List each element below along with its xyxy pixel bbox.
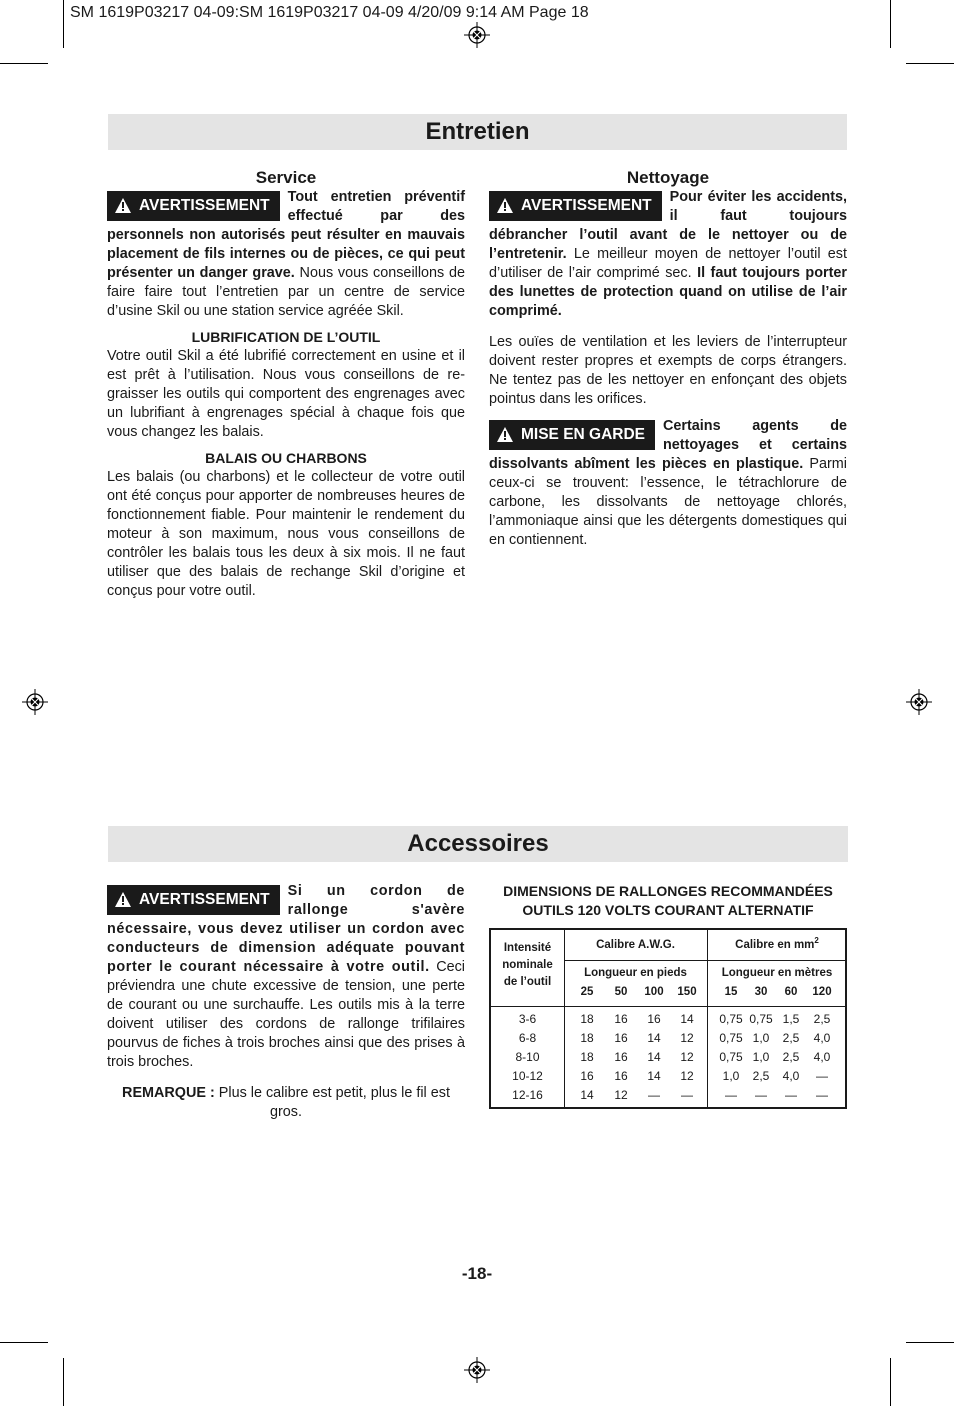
mm-cell: — [816, 1069, 828, 1083]
amps-cell: 10-12 [512, 1069, 543, 1083]
mm-cell: 2,5 [782, 1050, 800, 1064]
mm-cell: 2,5 [813, 1012, 831, 1026]
mm-cell: 2,5 [782, 1031, 800, 1045]
lubrification-heading: LUBRIFICATION DE L’OUTIL [191, 329, 381, 345]
accessoires-text: Ceci préviendra une chute excessive de tension, une perte de courant ou une surchauffe. Les outils mis à la terre doivent utiliser des cordons de rallonge trifilaires pourvus de fiches à trois broches ainsi que des prises à trois broches. [107, 959, 465, 1070]
awg-cell: 18 [580, 1012, 594, 1026]
table-title-line1: DIMENSIONS DE RALLONGES RECOMMANDÉES [503, 883, 833, 899]
amps-cell: 8-10 [515, 1050, 540, 1064]
crop-mark [890, 0, 891, 48]
crop-mark [63, 1358, 64, 1406]
col-header-mm-sup: 2 [814, 936, 819, 945]
crop-mark [906, 1342, 954, 1343]
feet-length-header: 150 [677, 986, 697, 998]
service-column [107, 168, 465, 601]
awg-cell: 12 [614, 1088, 628, 1102]
col-header-line: nominale [502, 959, 553, 971]
mm-cell: 0,75 [719, 1031, 743, 1045]
awg-cell: 14 [580, 1088, 594, 1102]
mm-cell: 4,0 [813, 1050, 831, 1064]
lubrification-text: Votre outil Skil a été lubrifié correctement en usine et il est prêt à l’utilisation. Nous vous conseillons de re-graisser les outils qui comportent des engrenages avec un lubrifiant à engrenages spécial à chaque fois que vous changez les balais. [107, 348, 465, 440]
registration-mark-icon [22, 689, 48, 715]
nettoyage-para2: Les ouïes de ventilation et les leviers de l’interrupteur doivent rester propres et exempts de corps étrangers. Ne tentez pas de les nettoyer en enfonçant des objets pointus dans les orifices. [489, 334, 847, 407]
awg-cell: 16 [614, 1031, 628, 1045]
awg-cell: 14 [647, 1031, 661, 1045]
awg-cell: — [648, 1088, 660, 1102]
accessoires-column [107, 882, 465, 1122]
mm-cell: — [725, 1088, 737, 1102]
feet-length-header: 50 [614, 986, 628, 998]
warning-triangle-icon [115, 198, 131, 213]
mm-cell: 4,0 [782, 1069, 800, 1083]
caution-label: MISE EN GARDE [521, 426, 646, 443]
service-warning-text: Tout entretien préventif effectué par des personnels non autorisés peut résulter en mauvais placement de fils internes ou de pièces, ce qui peut présenter un danger grave. [107, 189, 465, 281]
table-divider [491, 1006, 845, 1007]
col-header-meters: Longueur en mètres [721, 967, 833, 979]
service-heading: Service [255, 168, 317, 187]
amps-cell: 6-8 [518, 1031, 537, 1045]
mm-cell: 1,0 [722, 1069, 740, 1083]
meter-length-header: 15 [724, 986, 738, 998]
warning-label: AVERTISSEMENT [139, 197, 270, 214]
caution-text: Parmi ceux-ci se trouvent: l’essence, le tétrachlorure de carbone, les dissolvants de nettoyage chlorés, l’ammoniaque ainsi que les détergents domestiques qui en contiennent. [489, 456, 847, 548]
warning-badge [107, 885, 280, 915]
awg-cell: 14 [680, 1012, 694, 1026]
warning-badge [489, 191, 662, 221]
mm-cell: 1,0 [752, 1031, 770, 1045]
section-title-accessoires: Accessoires [108, 826, 848, 862]
print-slug: SM 1619P03217 04-09:SM 1619P03217 04-09 4/20/09 9:14 AM Page 18 [70, 4, 589, 21]
awg-cell: 14 [647, 1069, 661, 1083]
mm-cell: 0,75 [719, 1012, 743, 1026]
col-header-mm [707, 936, 847, 951]
awg-cell: 18 [580, 1050, 594, 1064]
nettoyage-warning-text-2: Il faut toujours porter des lunettes de protection quand on utilise de l’air comprimé. [489, 265, 848, 319]
mm-cell: 0,75 [719, 1050, 743, 1064]
warning-label: AVERTISSEMENT [521, 197, 652, 214]
registration-mark-icon [906, 689, 932, 715]
mm-cell: — [755, 1088, 767, 1102]
awg-cell: 14 [647, 1050, 661, 1064]
col-header-awg: Calibre A.W.G. [596, 939, 675, 951]
table-divider [707, 930, 708, 1107]
table-divider [564, 930, 565, 1107]
meter-length-header: 120 [812, 986, 832, 998]
crop-mark [63, 0, 64, 48]
accessoires-warning-text: Si un cordon de rallonge s'avère nécessaire, vous devez utiliser un cordon avec conducteurs de dimension adéquate pouvant porter le courant nécessaire à votre outil. [107, 883, 465, 975]
awg-cell: 16 [614, 1050, 628, 1064]
balais-text: Les balais (ou charbons) et le collecteur de votre outil ont été conçus pour apporter de nombreuses heures de fonctionnement fiable. Pour maintenir le rendement du moteur à son maximum, nous vous conseillons de contrôler les balais tous les deux à six mois. Il ne faut utiliser que des balais de rechange Skil d’origine et conçus pour votre outil. [107, 469, 465, 599]
warning-triangle-icon [497, 427, 513, 442]
awg-cell: 12 [680, 1031, 694, 1045]
awg-cell: 16 [647, 1012, 661, 1026]
mm-cell: — [785, 1088, 797, 1102]
registration-mark-icon [464, 22, 490, 48]
awg-cell: 18 [580, 1031, 594, 1045]
mm-cell: 0,75 [749, 1012, 773, 1026]
warning-badge [107, 191, 280, 221]
col-header-line: de l’outil [503, 976, 552, 988]
amps-cell: 12-16 [512, 1088, 543, 1102]
mm-cell: 1,5 [782, 1012, 800, 1026]
col-header-mm-text: Calibre en mm [735, 938, 815, 951]
table-divider [564, 960, 845, 961]
registration-mark-icon [464, 1357, 490, 1383]
amps-cell: 3-6 [518, 1012, 537, 1026]
meter-length-header: 30 [754, 986, 768, 998]
caution-bold-text: Certains agents de nettoyages et certains dissolvants abîment les pièces en plastique. [489, 418, 847, 472]
mm-cell: 2,5 [752, 1069, 770, 1083]
crop-mark [906, 63, 954, 64]
col-header-line: Intensité [503, 942, 552, 954]
nettoyage-warning-text: Pour éviter les accidents, il faut toujours débrancher l’outil avant de le nettoyer ou de l’entretenir. [489, 189, 847, 262]
crop-mark [0, 63, 48, 64]
section-title-entretien: Entretien [108, 114, 847, 150]
mm-cell: 1,0 [752, 1050, 770, 1064]
service-text: Nous vous conseillons de faire faire tout l’entretien par un centre de service d’usine Skil ou une station service agréée Skil. [107, 265, 465, 319]
table-title [489, 882, 847, 920]
table-title-line2: OUTILS 120 VOLTS COURANT ALTERNATIF [522, 902, 814, 918]
feet-length-header: 25 [580, 986, 594, 998]
feet-length-header: 100 [644, 986, 664, 998]
warning-triangle-icon [497, 198, 513, 213]
awg-cell: 16 [614, 1069, 628, 1083]
warning-triangle-icon [115, 892, 131, 907]
awg-cell: — [681, 1088, 693, 1102]
page-number: -18- [461, 1264, 493, 1283]
nettoyage-heading: Nettoyage [626, 168, 710, 187]
mm-cell: 4,0 [813, 1031, 831, 1045]
remarque-text: Plus le calibre est petit, plus le fil est gros. [214, 1085, 450, 1120]
nettoyage-column [489, 168, 847, 550]
awg-cell: 16 [580, 1069, 594, 1083]
crop-mark [890, 1358, 891, 1406]
awg-cell: 12 [680, 1050, 694, 1064]
meter-length-header: 60 [784, 986, 798, 998]
crop-mark [0, 1342, 48, 1343]
balais-heading: BALAIS OU CHARBONS [205, 450, 367, 466]
col-header-feet: Longueur en pieds [584, 967, 687, 979]
extension-cord-table [489, 928, 847, 1109]
caution-badge [489, 420, 655, 450]
col-header-intensite [491, 940, 564, 991]
awg-cell: 16 [614, 1012, 628, 1026]
remarque-label: REMARQUE : [122, 1085, 215, 1101]
mm-cell: — [816, 1088, 828, 1102]
nettoyage-text: Le meilleur moyen de nettoyer l’outil est d’utiliser de l’air comprimé sec. [489, 246, 847, 281]
awg-cell: 12 [680, 1069, 694, 1083]
warning-label: AVERTISSEMENT [139, 891, 270, 908]
